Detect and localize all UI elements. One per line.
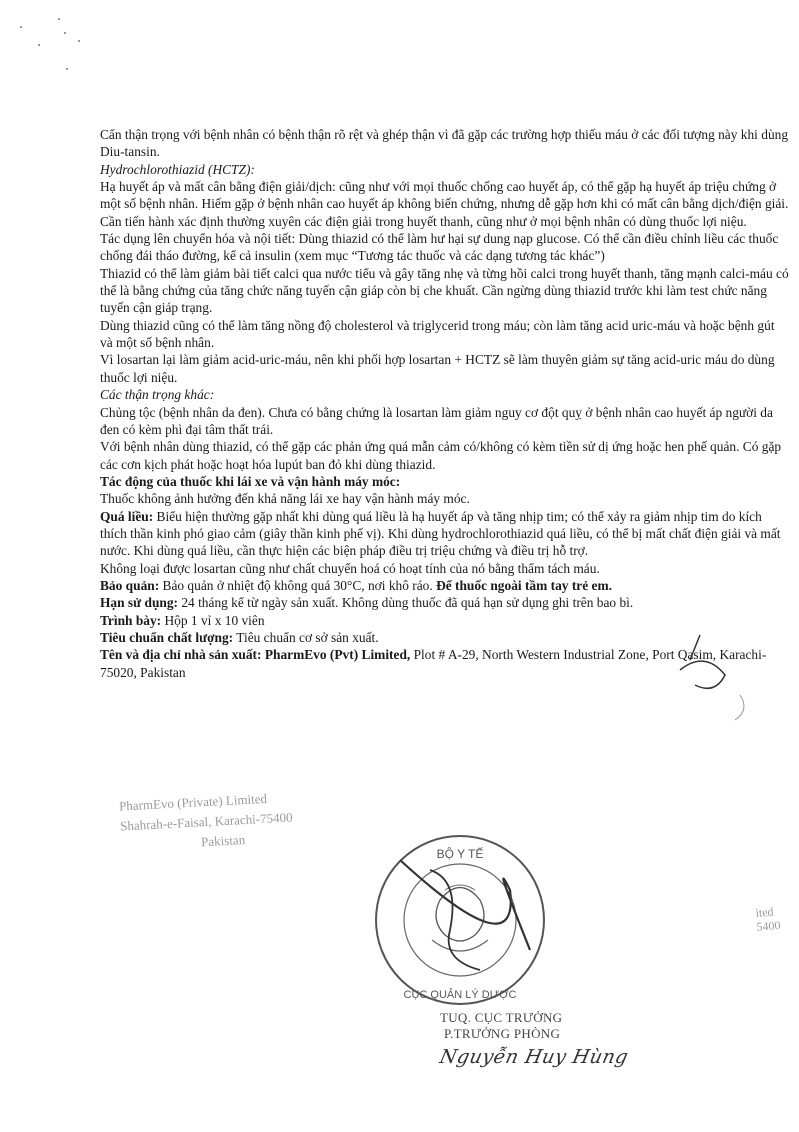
paragraph-label: Quá liều: [100, 508, 154, 524]
paragraph-text: Bảo quản ở nhiệt độ không quá 30°C, nơi khô ráo. [159, 577, 437, 593]
document-paragraph: Hạ huyết áp và mất cân bằng điện giải/dịch: cũng như với mọi thuốc chống cao huyết áp, có thể gặp hạ huyết áp triệu chứng ở một số bệnh nhân. Hiếm gặp ở bệnh nhân cao huyết áp không biến chứng, nhưng dễ gặp hơn khi có mất cân bằng dịch/điện giải. Cần tiến hành xác định thường xuyên các điện giải trong huyết thanh, cũng như ở mọi bệnh nhân có dùng thuốc lợi niệu. [100, 179, 789, 229]
paragraph-text: Hộp 1 vỉ x 10 viên [161, 612, 265, 628]
paragraph-label: Tiêu chuẩn chất lượng: [100, 629, 234, 645]
side-print [755, 904, 781, 934]
paragraph-text: 24 tháng kể từ ngày sản xuất. Không dùng thuốc đã quá hạn sử dụng ghi trên bao bì. [178, 595, 634, 611]
paragraph-bold-tail: Để thuốc ngoài tầm tay trẻ em. [436, 577, 612, 593]
scan-specks [20, 18, 100, 78]
paragraph-label: Trình bày: [100, 612, 162, 628]
side-print-line: ited [755, 904, 774, 920]
handwritten-mark-icon [640, 625, 770, 725]
document-paragraph [100, 577, 790, 594]
document-body [100, 126, 790, 681]
seal-top-text: BỘ Y TẾ [436, 847, 484, 861]
signature-title-line2: P.TRƯỞNG PHÒNG [444, 1026, 561, 1041]
document-paragraph: Hydrochlorothiazid (HCTZ): [100, 161, 255, 177]
document-paragraph: Dùng thiazid cũng có thể làm tăng nồng độ cholesterol và triglycerid trong máu; còn làm tăng acid uric-máu và hoặc bệnh gút và một số bệnh nhân. [100, 317, 775, 351]
signature-block [437, 1010, 640, 1068]
company-stamp-line: Pakistan [200, 832, 246, 850]
paragraph-text: Plot # A-29, North Western Industrial Zone, Port Qasim, Karachi-75020, Pakistan [100, 647, 767, 680]
document-paragraph: Chủng tộc (bệnh nhân da đen). Chưa có bằng chứng là losartan làm giảm nguy cơ đột quỵ ở bệnh nhân cao huyết áp người da đen có kèm phì đại tâm thất trái. [100, 404, 773, 437]
document-paragraph: Với bệnh nhân dùng thiazid, có thể gặp các phản ứng quá mẫn cảm có/không có kèm tiền sử dị ứng hoặc hen phế quản. Có gặp các cơn kịch phát hoặc hoạt hóa lupút ban đỏ khi dùng thiazid. [100, 439, 782, 472]
signature-name: Nguyễn Huy Hùng [437, 1046, 631, 1068]
document-paragraph: Thuốc không ảnh hưởng đến khả năng lái xe hay vận hành máy móc. [100, 491, 470, 507]
document-paragraph [100, 508, 790, 560]
document-paragraph: Thiazid có thể làm giảm bài tiết calci qua nước tiểu và gây tăng nhẹ và từng hồi calci trong huyết thanh, tăng mạnh calci-máu có thể là bằng chứng của tăng chức năng tuyến cận giáp còn bị che khuất. Cần ngừng dùng thiazid trước khi làm test chức năng tuyến cận giáp trạng. [100, 265, 789, 316]
paragraph-label: Bảo quản: [100, 577, 160, 593]
paragraph-text: Tiêu chuẩn cơ sở sản xuất. [233, 629, 379, 645]
document-paragraph: Vì losartan lại làm giảm acid-uric-máu, nên khi phối hợp losartan + HCTZ sẽ làm thuyên giảm sự tăng acid-uric máu do dùng thuốc lợi niệu. [100, 352, 775, 385]
paragraph-label: Hạn sử dụng: [100, 595, 178, 611]
document-paragraph: Không loại được losartan cũng như chất chuyển hoá có hoạt tính của nó bằng thẩm tách máu. [100, 560, 600, 576]
paragraph-text: Biểu hiện thường gặp nhất khi dùng quá liều là hạ huyết áp và tăng nhịp tim; có thể xảy ra giảm nhịp tim do kích thích thần kinh phó giao cảm (giây thần kinh phế vị). Khi dùng hydrochlorothiazid quá liều, có thể bị mất chất điện giải và mất nước. Khi dùng quá liều, cần thực hiện các biện pháp điều trị triệu chứng và điều trị hỗ trợ. [100, 508, 781, 559]
document-paragraph: Các thận trọng khác: [100, 387, 215, 403]
document-paragraph [100, 594, 790, 611]
company-stamp [119, 783, 372, 856]
side-print-line: 5400 [756, 918, 781, 934]
document-paragraph: Cẩn thận trọng với bệnh nhân có bệnh thận rõ rệt và ghép thận vì đã gặp các trường hợp thiếu máu ở các đối tượng này khi dùng Diu-tansin. [100, 127, 789, 160]
signature-title-line1: TUQ. CỤC TRƯỞNG [440, 1010, 563, 1025]
document-paragraph: Tác dụng lên chuyển hóa và nội tiết: Dùng thiazid có thể làm hư hại sự dung nạp glucose. Có thể cần điều chỉnh liều các thuốc chống đái tháo đường, kể cả insulin (xem mục “Tương tác thuốc và các dạng tương tác khác”) [100, 231, 779, 264]
seal-bottom-text: CỤC QUẢN LÝ DƯỢC [403, 989, 517, 1001]
company-stamp-line: Shahrah-e-Faisal, Karachi-75400 [119, 809, 293, 834]
paragraph-label: Tác động của thuốc khi lái xe và vận hành máy móc: [100, 473, 401, 489]
company-stamp-line: PharmEvo (Private) Limited [118, 790, 268, 814]
document-paragraph [100, 473, 790, 490]
official-seal-icon [370, 830, 550, 1010]
paragraph-label: Tên và địa chỉ nhà sản xuất: PharmEvo (Pvt) Limited, [100, 647, 411, 663]
